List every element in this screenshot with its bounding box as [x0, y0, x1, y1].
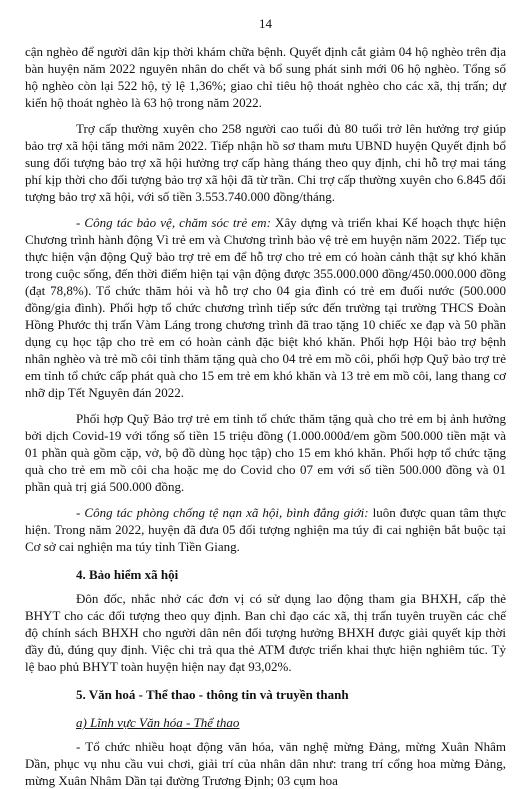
- social-evils-lead: - Công tác phòng chống tệ nạn xã hội, bình đẳng giới:: [76, 505, 369, 520]
- paragraph-poverty-households: cận nghèo để người dân kịp thời khám chữa bệnh. Quyết định cắt giảm 04 hộ nghèo trên địa bàn huyện năm 2022 nguyên nhân do chết và bổ sung phát sinh mới 06 hộ nghèo. Tổng số hộ nghèo còn lại 522 hộ, tỷ lệ 1,36%; giao chỉ tiêu hộ thoát nghèo cho các xã, thị trấn; dự kiến hộ thoát nghèo là 63 hộ trong năm 2022.: [25, 44, 506, 110]
- social-evils-body: luôn được quan tâm thực hiện. Trong năm 2022, huyện đã đưa 05 đối tượng nghiện ma túy đi cai nghiện bắt buộc tại Cơ sở cai nghiện ma túy tỉnh Tiền Giang.: [25, 505, 506, 554]
- heading-culture-sports-information: 5. Văn hoá - Thể thao - thông tin và truyền thanh: [76, 687, 349, 702]
- child-protection-lead: - Công tác bảo vệ, chăm sóc trẻ em:: [76, 215, 271, 230]
- paragraph-social-evils-prevention: [25, 504, 506, 555]
- paragraph-cultural-activities: - Tổ chức nhiều hoạt động văn hóa, văn nghệ mừng Đảng, mừng Xuân Nhâm Dần, phục vụ nhu cầu vui chơi, giải trí của nhân dân như: trang trí cổng hoa mừng Đảng, mừng Xuân Nhâm Dần tại đường Trương Định; 03 cụm hoa: [25, 739, 506, 788]
- paragraph-child-protection: [25, 214, 506, 401]
- heading-social-insurance: 4. Bảo hiểm xã hội: [76, 567, 179, 582]
- paragraph-social-allowance: Trợ cấp thường xuyên cho 258 người cao tuổi đủ 80 tuổi trở lên hưởng trợ giúp bảo trợ xã hội tăng mới năm 2022. Tiếp nhận hồ sơ tham mưu UBND huyện Quyết định bổ sung đối tượng bảo trợ xã hội hưởng trợ cấp hàng tháng theo quy định, chi hỗ trợ mai táng phí kịp thời cho đối tượng bảo trợ xã hội đã từ trần. Chi trợ cấp thường xuyên cho 6.845 đối tượng bảo trợ xã hội, với số tiền 3.553.740.000 đồng/tháng.: [25, 121, 506, 204]
- paragraph-covid-children-gifts: Phối hợp Quỹ Bảo trợ trẻ em tỉnh tổ chức thăm tặng quà cho trẻ em bị ảnh hưởng bởi dịch Covid-19 với tổng số tiền 15 triệu đồng (1.000.000đ/em gồm 500.000 tiền mặt và 01 phần quà gồm cặp, vở, bộ đồ dùng học tập) cho 15 em khó khăn. Phối hợp tổ chức tặng quà cho trẻ em mồ côi cha hoặc mẹ do Covid cho 07 em với số tiền 500.000 đồng và 01 phần quà trị giá 500.000 đồng.: [25, 411, 506, 494]
- paragraph-social-insurance: Đôn đốc, nhắc nhở các đơn vị có sử dụng lao động tham gia BHXH, cấp thẻ BHYT cho các đối tượng theo quy định. Ban chỉ đạo các xã, thị trấn tuyên truyền các chế độ chính sách BHXH cho người dân nên đối tượng hưởng BHXH được giải quyết kịp thời đầy đủ, đúng quy định. Việc chi trả qua thẻ ATM được triển khai thực hiện nghiêm túc. Tỷ lệ bao phủ BHYT toàn huyện hiện nay đạt 93,02%.: [25, 591, 506, 674]
- child-protection-body: Xây dựng và triển khai Kế hoạch thực hiện Chương trình hành động Vì trẻ em và Chương trình bảo vệ trẻ em huyện năm 2022. Tiếp tục thực hiện vận động Quỹ bảo trợ trẻ em để hỗ trợ cho trẻ em có hoàn cảnh thật sự khó khăn trong cuộc sống, đến thời điểm hiện tại vận động được 355.000.000 đồng/450.000.000 đồng (đạt 78,8%). Tổ chức thăm hỏi và hỗ trợ cho 04 gia đình có trẻ em đuối nước (500.000 đồng/gia đình). Phối hợp tổ chức chương trình tiếp sức đến trường tại trường THCS Đoàn Hồng Phước thị trấn Vàm Láng trong chương trình đã trao tặng 10 chiếc xe đạp và 50 phần dụng cụ học tập cho trẻ em có hoàn cảnh đặc biệt khó khăn. Phối hợp Hội bảo trợ bệnh nhân nghèo và trẻ mồ côi tỉnh thăm tặng quà cho 04 trẻ em mồ côi, phối hợp Quỹ bảo trợ trẻ em tỉnh tổ chức cấp phát quà cho 15 em trẻ em khó khăn và 13 trẻ em mồ côi, lang thang cơ nhỡ dịp Tết Nguyên đán 2022.: [25, 215, 507, 400]
- subheading-culture-sports: a) Lĩnh vực Văn hóa - Thể thao: [76, 715, 240, 730]
- page-number: 14: [259, 16, 272, 31]
